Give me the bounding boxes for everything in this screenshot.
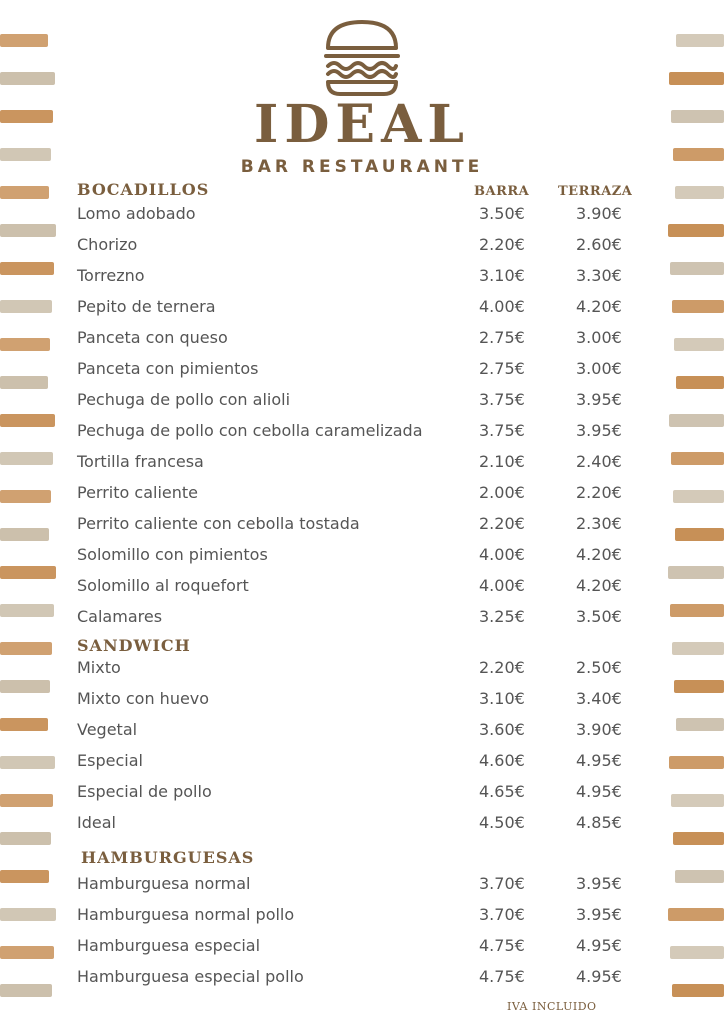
decorative-stripe [668, 566, 724, 579]
menu-item [77, 297, 637, 321]
decorative-stripe [675, 528, 724, 541]
decorative-stripe [670, 946, 724, 959]
item-name: Especial de pollo [77, 782, 212, 801]
iva-note: IVA INCLUIDO [507, 1000, 597, 1013]
price-barra: 3.70€ [479, 874, 525, 893]
price-barra: 4.00€ [479, 297, 525, 316]
menu-item [77, 658, 637, 682]
item-name: Solomillo con pimientos [77, 545, 268, 564]
decorative-stripe [669, 414, 724, 427]
price-barra: 2.10€ [479, 452, 525, 471]
price-barra: 4.00€ [479, 576, 525, 595]
decorative-stripe [0, 376, 48, 389]
price-terraza: 3.90€ [576, 204, 622, 223]
menu-item [77, 936, 637, 960]
item-name: Calamares [77, 607, 163, 626]
price-barra: 3.50€ [479, 204, 525, 223]
menu-item [77, 514, 637, 538]
price-terraza: 3.40€ [576, 689, 622, 708]
decorative-stripe [673, 832, 724, 845]
decorative-stripe [670, 262, 724, 275]
item-name: Hamburguesa normal [77, 874, 251, 893]
decorative-stripe [675, 870, 724, 883]
menu-item [77, 576, 637, 600]
item-name: Hamburguesa normal pollo [77, 905, 295, 924]
item-name: Ideal [77, 813, 116, 832]
menu-item [77, 452, 637, 476]
section-title: HAMBURGUESAS [81, 848, 255, 867]
menu-item [77, 782, 637, 806]
decorative-stripe [674, 338, 724, 351]
brand-title: IDEAL [254, 94, 470, 155]
decorative-stripe [0, 414, 55, 427]
decorative-stripe [0, 262, 54, 275]
price-barra: 3.25€ [479, 607, 525, 626]
decorative-stripe [0, 72, 55, 85]
item-name: Vegetal [77, 720, 138, 739]
price-terraza: 2.20€ [576, 483, 622, 502]
item-name: Especial [77, 751, 143, 770]
decorative-stripe [672, 300, 724, 313]
price-terraza: 3.30€ [576, 266, 622, 285]
price-terraza: 4.20€ [576, 297, 622, 316]
decorative-stripe [0, 224, 56, 237]
price-terraza: 2.50€ [576, 658, 622, 677]
price-barra: 4.00€ [479, 545, 525, 564]
decorative-stripe [674, 680, 724, 693]
decorative-stripe [671, 452, 724, 465]
decorative-stripe [0, 452, 53, 465]
section-title: BOCADILLOS [77, 180, 210, 199]
price-barra: 2.75€ [479, 328, 525, 347]
decorative-stripe [672, 984, 724, 997]
menu-item [77, 390, 637, 414]
menu-item [77, 607, 637, 631]
menu-item [77, 874, 637, 898]
decorative-stripe [0, 680, 50, 693]
item-name: Pechuga de pollo con alioli [77, 390, 291, 409]
price-terraza: 4.20€ [576, 545, 622, 564]
price-terraza: 3.95€ [576, 421, 622, 440]
column-header-barra: BARRA [474, 184, 530, 199]
decorative-stripe [0, 794, 53, 807]
price-terraza: 3.50€ [576, 607, 622, 626]
decorative-stripe [0, 946, 54, 959]
price-terraza: 4.95€ [576, 751, 622, 770]
decorative-stripe [0, 718, 48, 731]
item-name: Perrito caliente [77, 483, 198, 502]
item-name: Hamburguesa especial [77, 936, 261, 955]
decorative-stripe [668, 224, 724, 237]
burger-icon [322, 18, 402, 98]
menu-item [77, 720, 637, 744]
price-barra: 4.50€ [479, 813, 525, 832]
price-barra: 2.75€ [479, 359, 525, 378]
menu-item [77, 545, 637, 569]
menu-item [77, 967, 637, 991]
menu-item [77, 905, 637, 929]
price-terraza: 3.00€ [576, 359, 622, 378]
menu-item [77, 204, 637, 228]
item-name: Mixto [77, 658, 121, 677]
price-terraza: 3.95€ [576, 905, 622, 924]
section-title: SANDWICH [77, 636, 191, 655]
decorative-stripe [676, 34, 724, 47]
menu-item [77, 266, 637, 290]
item-name: Solomillo al roquefort [77, 576, 249, 595]
decorative-stripe [668, 908, 724, 921]
price-terraza: 3.95€ [576, 874, 622, 893]
decorative-stripe [670, 604, 724, 617]
price-barra: 3.10€ [479, 266, 525, 285]
decorative-stripe [0, 300, 52, 313]
decorative-stripe [671, 794, 724, 807]
menu-item [77, 235, 637, 259]
menu-item [77, 421, 637, 445]
price-barra: 4.75€ [479, 936, 525, 955]
decorative-stripe [0, 642, 52, 655]
decorative-stripe [0, 186, 49, 199]
decorative-stripe [669, 756, 724, 769]
menu-item [77, 328, 637, 352]
price-barra: 2.00€ [479, 483, 525, 502]
item-name: Tortilla francesa [77, 452, 204, 471]
decorative-stripe [0, 908, 56, 921]
price-terraza: 3.95€ [576, 390, 622, 409]
price-barra: 2.20€ [479, 514, 525, 533]
item-name: Panceta con queso [77, 328, 228, 347]
decorative-stripe [0, 490, 51, 503]
price-terraza: 4.95€ [576, 782, 622, 801]
price-barra: 3.75€ [479, 421, 525, 440]
item-name: Pepito de ternera [77, 297, 216, 316]
price-terraza: 4.95€ [576, 967, 622, 986]
price-terraza: 4.85€ [576, 813, 622, 832]
item-name: Hamburguesa especial pollo [77, 967, 304, 986]
decorative-stripe [675, 186, 724, 199]
menu-item [77, 751, 637, 775]
price-barra: 3.70€ [479, 905, 525, 924]
price-terraza: 4.95€ [576, 936, 622, 955]
decorative-stripe [0, 870, 49, 883]
item-name: Panceta con pimientos [77, 359, 259, 378]
price-barra: 4.65€ [479, 782, 525, 801]
price-barra: 2.20€ [479, 658, 525, 677]
menu-item [77, 813, 637, 837]
price-terraza: 3.00€ [576, 328, 622, 347]
price-barra: 4.60€ [479, 751, 525, 770]
brand-subtitle: BAR RESTAURANTE [240, 157, 484, 177]
item-name: Chorizo [77, 235, 138, 254]
decorative-stripe [0, 604, 54, 617]
decorative-stripe [0, 832, 51, 845]
decorative-stripe [0, 984, 52, 997]
decorative-stripe [672, 642, 724, 655]
menu-item [77, 689, 637, 713]
price-terraza: 2.30€ [576, 514, 622, 533]
price-terraza: 2.40€ [576, 452, 622, 471]
decorative-stripe [676, 376, 724, 389]
decorative-stripe [0, 756, 55, 769]
item-name: Pechuga de pollo con cebolla caramelizada [77, 421, 423, 440]
menu-item [77, 483, 637, 507]
item-name: Torrezno [77, 266, 145, 285]
decorative-stripe [0, 34, 48, 47]
decorative-stripe [676, 718, 724, 731]
price-terraza: 4.20€ [576, 576, 622, 595]
price-barra: 3.75€ [479, 390, 525, 409]
decorative-stripe [0, 566, 56, 579]
decorative-stripe [0, 528, 49, 541]
price-barra: 3.10€ [479, 689, 525, 708]
item-name: Mixto con huevo [77, 689, 210, 708]
item-name: Perrito caliente con cebolla tostada [77, 514, 360, 533]
decorative-stripe [673, 490, 724, 503]
decorative-stripe [669, 72, 724, 85]
item-name: Lomo adobado [77, 204, 196, 223]
price-terraza: 3.90€ [576, 720, 622, 739]
column-header-terraza: TERRAZA [558, 184, 633, 199]
price-barra: 2.20€ [479, 235, 525, 254]
price-barra: 4.75€ [479, 967, 525, 986]
price-barra: 3.60€ [479, 720, 525, 739]
menu-item [77, 359, 637, 383]
decorative-stripe [0, 338, 50, 351]
price-terraza: 2.60€ [576, 235, 622, 254]
